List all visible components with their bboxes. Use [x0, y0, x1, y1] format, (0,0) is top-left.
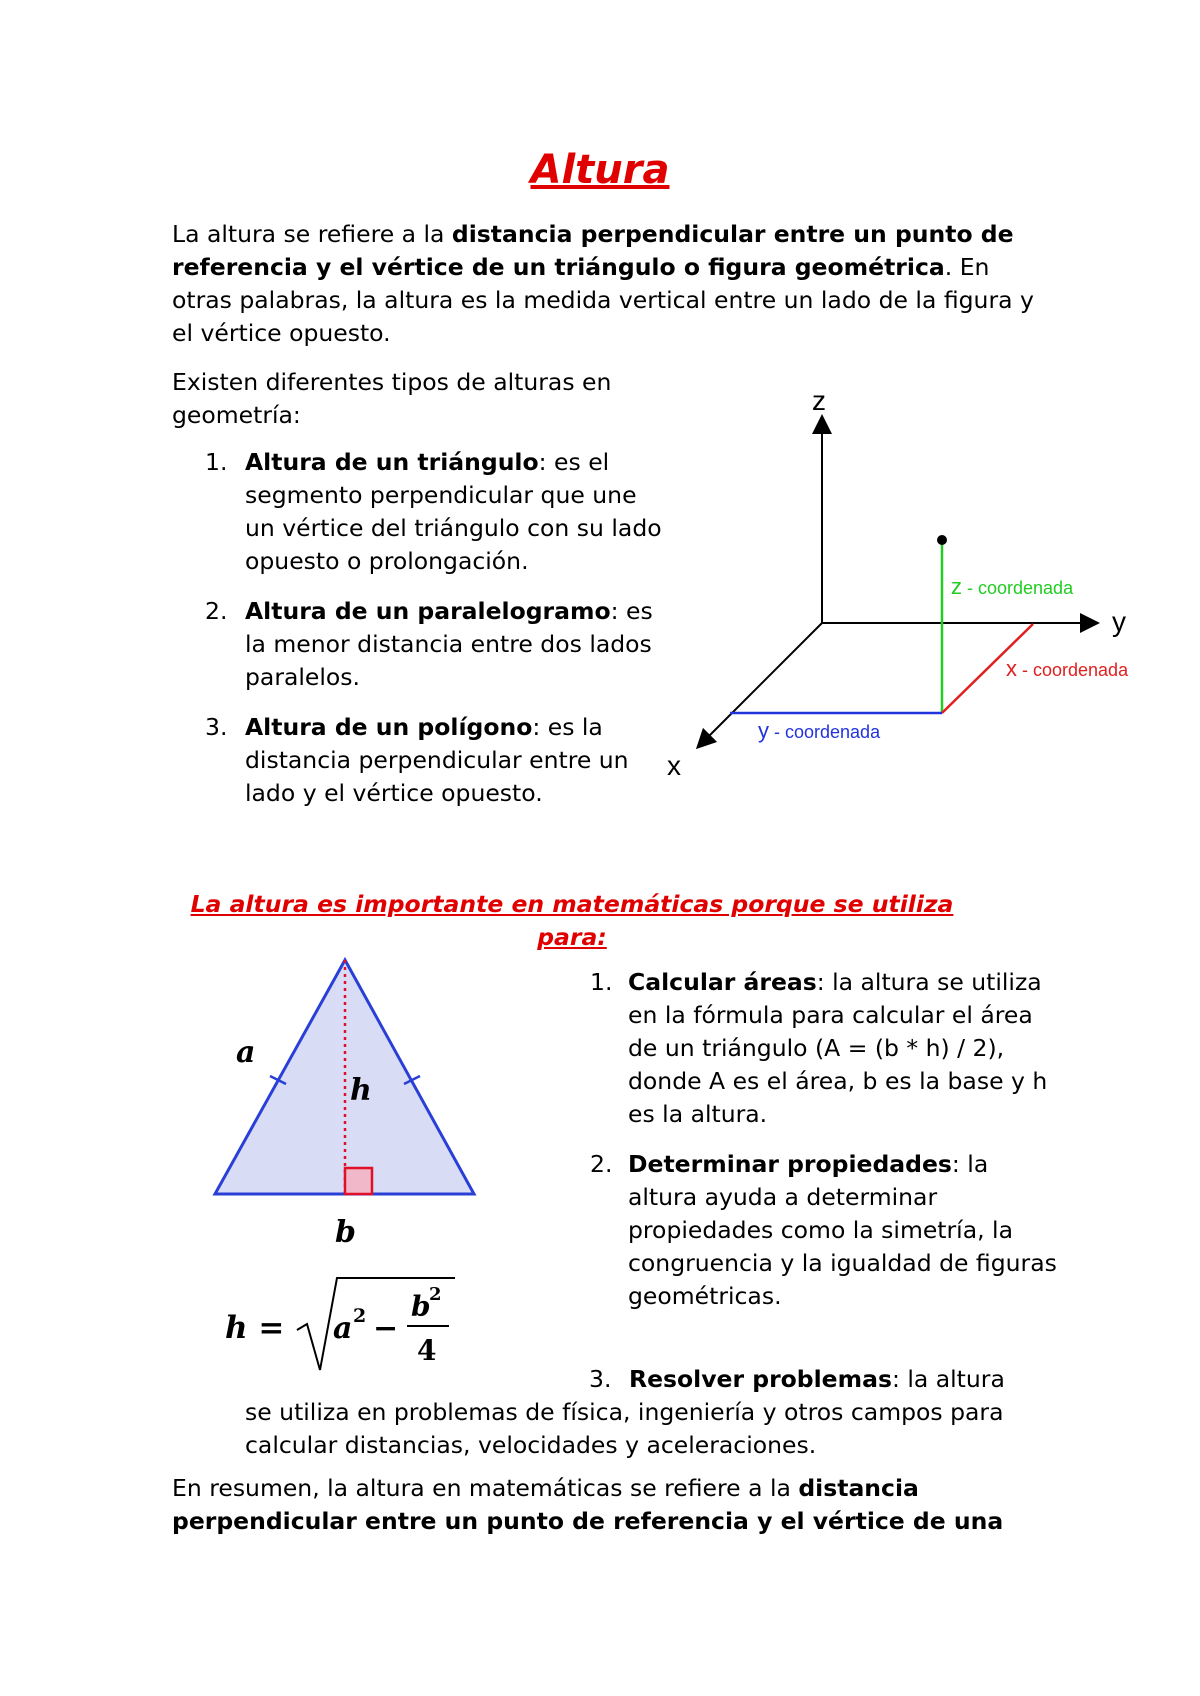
- list-item-bold: Resolver problemas: [629, 1365, 892, 1393]
- formula-denominator: 4: [417, 1334, 437, 1367]
- summary-text: En resumen, la altura en matemáticas se refiere a la: [172, 1474, 799, 1502]
- point-marker: [937, 535, 947, 545]
- formula-a: a: [333, 1311, 353, 1346]
- z-coordinate-label: z - coordenada: [951, 574, 1074, 599]
- list-item-bold: Calcular áreas: [628, 968, 817, 996]
- list-item-text: : la altura se utiliza en la fórmula para calcular el área de un triángulo (A = (b * h) / 2), donde A es el área, b es la base y h es la altura.: [628, 968, 1048, 1128]
- list-item: [560, 966, 1060, 1131]
- list-number: 3.: [589, 1365, 612, 1393]
- list-item: [172, 595, 672, 694]
- base-label-b: b: [335, 1215, 356, 1250]
- list-item: [172, 1363, 1072, 1462]
- list-item: [172, 711, 672, 810]
- intro-text-1: La altura se refiere a la: [172, 220, 452, 248]
- list-item-text: : es la distancia perpendicular entre un lado y el vértice opuesto.: [245, 713, 629, 807]
- formula-numerator-exponent: 2: [429, 1284, 442, 1305]
- right-angle-marker: [345, 1168, 372, 1194]
- formula-minus: −: [373, 1311, 399, 1346]
- z-axis-label: z: [812, 385, 826, 416]
- list-item-bold: Altura de un polígono: [245, 713, 533, 741]
- list-item: [172, 446, 672, 578]
- intro-paragraph: [172, 218, 1052, 350]
- list-item-continuation: se utiliza en problemas de física, ingeniería y otros campos para calcular distancias, velocidades y aceleraciones.: [245, 1398, 1004, 1459]
- height-label-h: h: [350, 1073, 372, 1108]
- list-number: 2.: [205, 597, 228, 625]
- list-item-bold: Determinar propiedades: [628, 1150, 952, 1178]
- x-coordinate-label: x - coordenada: [1006, 656, 1129, 681]
- uses-list: [560, 966, 1060, 1330]
- list-item: [560, 1148, 1060, 1313]
- triangle-figure: [200, 950, 490, 1250]
- list-number: 2.: [590, 1150, 613, 1178]
- list-item-first-line: [172, 1363, 1072, 1396]
- list-number: 1.: [590, 968, 613, 996]
- list-item-bold: Altura de un triángulo: [245, 448, 539, 476]
- list-item-text: : la altura ayuda a determinar propiedades como la simetría, la congruencia y la igualdad de figuras geométricas.: [628, 1150, 1057, 1310]
- side-label-a: a: [236, 1035, 256, 1070]
- types-intro-paragraph: Existen diferentes tipos de alturas en geometría:: [172, 368, 612, 429]
- summary-bold: distancia perpendicular entre un punto de referencia y el vértice de una: [172, 1474, 1004, 1535]
- intro-bold: distancia perpendicular entre un punto de referencia y el vértice de un triángulo o figura geométrica: [172, 220, 1014, 281]
- list-number: 1.: [205, 448, 228, 476]
- list-item-bold: Altura de un paralelogramo: [245, 597, 611, 625]
- types-list: [172, 446, 672, 827]
- coordinate-axes-figure: [650, 380, 1170, 790]
- x-axis-label: x: [667, 750, 681, 781]
- formula-numerator-b: b: [411, 1290, 431, 1323]
- list-item-text: : es el segmento perpendicular que une un vértice del triángulo con su lado opuesto o prolongación.: [245, 448, 662, 575]
- formula-a-exponent: 2: [353, 1305, 367, 1327]
- intro-text-2: . En otras palabras, la altura es la medida vertical entre un lado de la figura y el vértice opuesto.: [172, 253, 1034, 347]
- y-coordinate-label: y - coordenada: [758, 718, 881, 743]
- importance-heading: La altura es importante en matemáticas porque se utiliza para:: [190, 890, 954, 951]
- list-item-text: : es la menor distancia entre dos lados paralelos.: [245, 597, 653, 691]
- formula-lhs: h =: [225, 1310, 285, 1346]
- summary-paragraph: [172, 1472, 1062, 1538]
- page-title: Altura: [530, 147, 670, 193]
- list-number: 3.: [205, 713, 228, 741]
- y-axis-label: y: [1112, 606, 1126, 637]
- list-item-text: : la altura: [891, 1365, 1005, 1393]
